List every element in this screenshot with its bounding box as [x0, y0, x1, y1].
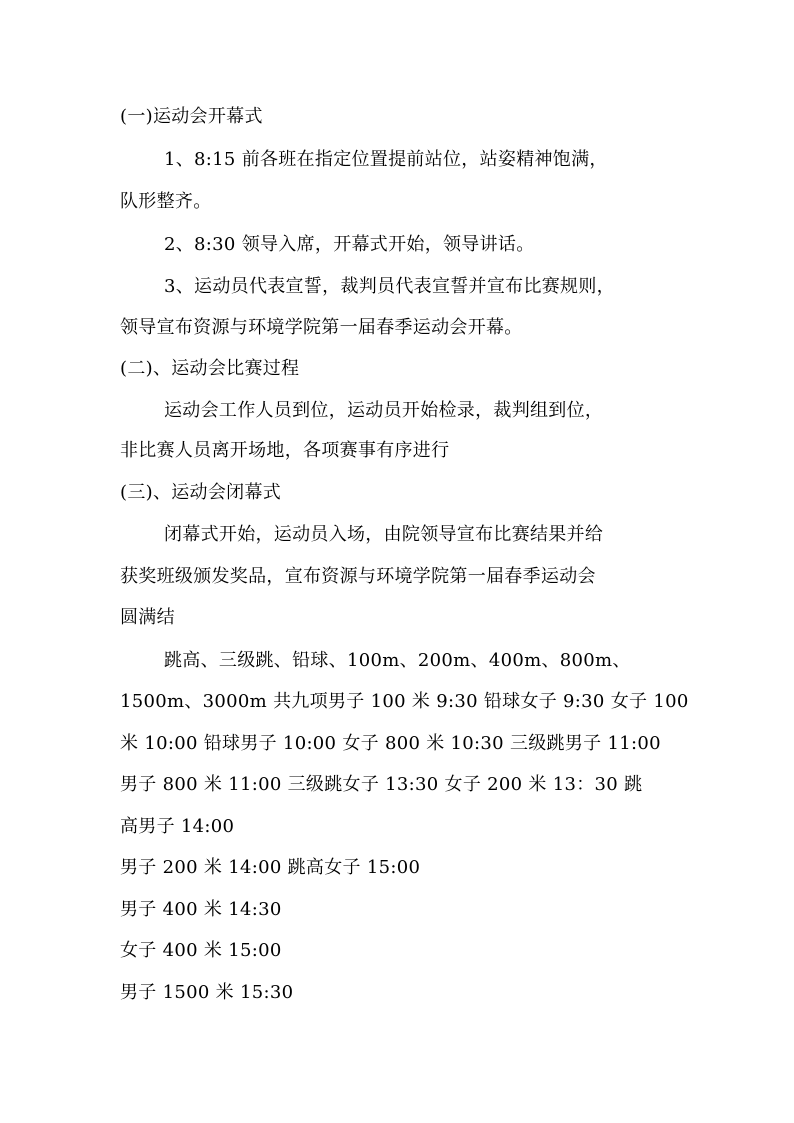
competition-paragraph-line-1: 运动会工作人员到位，运动员开始检录，裁判组到位， [164, 400, 604, 421]
section-heading-closing: (三)、运动会闭幕式 [120, 482, 282, 503]
schedule-line-2: 1500m、3000m 共九项男子 100 米 9:30 铅球女子 9:30 女子 100 [120, 691, 689, 712]
schedule-line-7: 男子 400 米 14:30 [120, 899, 282, 920]
schedule-line-3: 米 10:00 铅球男子 10:00 女子 800 米 10:30 三级跳男子 11:00 [120, 733, 661, 754]
schedule-line-1: 跳高、三级跳、铅球、100m、200m、400m、800m、 [164, 650, 631, 671]
closing-paragraph-line-2: 获奖班级颁发奖品，宣布资源与环境学院第一届春季运动会 [120, 566, 596, 587]
closing-paragraph-line-3: 圆满结 [120, 607, 175, 628]
opening-item-3-line-2: 领导宣布资源与环境学院第一届春季运动会开幕。 [120, 317, 523, 338]
opening-item-1-line-1: 1、8:15 前各班在指定位置提前站位，站姿精神饱满， [164, 149, 608, 170]
opening-item-3-line-1: 3、运动员代表宣誓，裁判员代表宣誓并宣布比赛规则， [164, 276, 615, 297]
opening-item-1-line-2: 队形整齐。 [120, 191, 212, 212]
opening-item-2: 2、8:30 领导入席，开幕式开始，领导讲话。 [164, 234, 535, 255]
section-heading-opening: (一)运动会开幕式 [120, 106, 263, 127]
schedule-line-8: 女子 400 米 15:00 [120, 940, 282, 961]
schedule-line-6: 男子 200 米 14:00 跳高女子 15:00 [120, 857, 421, 878]
schedule-line-9: 男子 1500 米 15:30 [120, 982, 294, 1003]
closing-paragraph-line-1: 闭幕式开始，运动员入场，由院领导宣布比赛结果并给 [164, 524, 604, 545]
schedule-line-4: 男子 800 米 11:00 三级跳女子 13:30 女子 200 米 13：30 跳 [120, 774, 643, 795]
competition-paragraph-line-2: 非比赛人员离开场地，各项赛事有序进行 [120, 440, 450, 461]
section-heading-competition: (二)、运动会比赛过程 [120, 358, 300, 379]
schedule-line-5: 高男子 14:00 [120, 816, 235, 837]
